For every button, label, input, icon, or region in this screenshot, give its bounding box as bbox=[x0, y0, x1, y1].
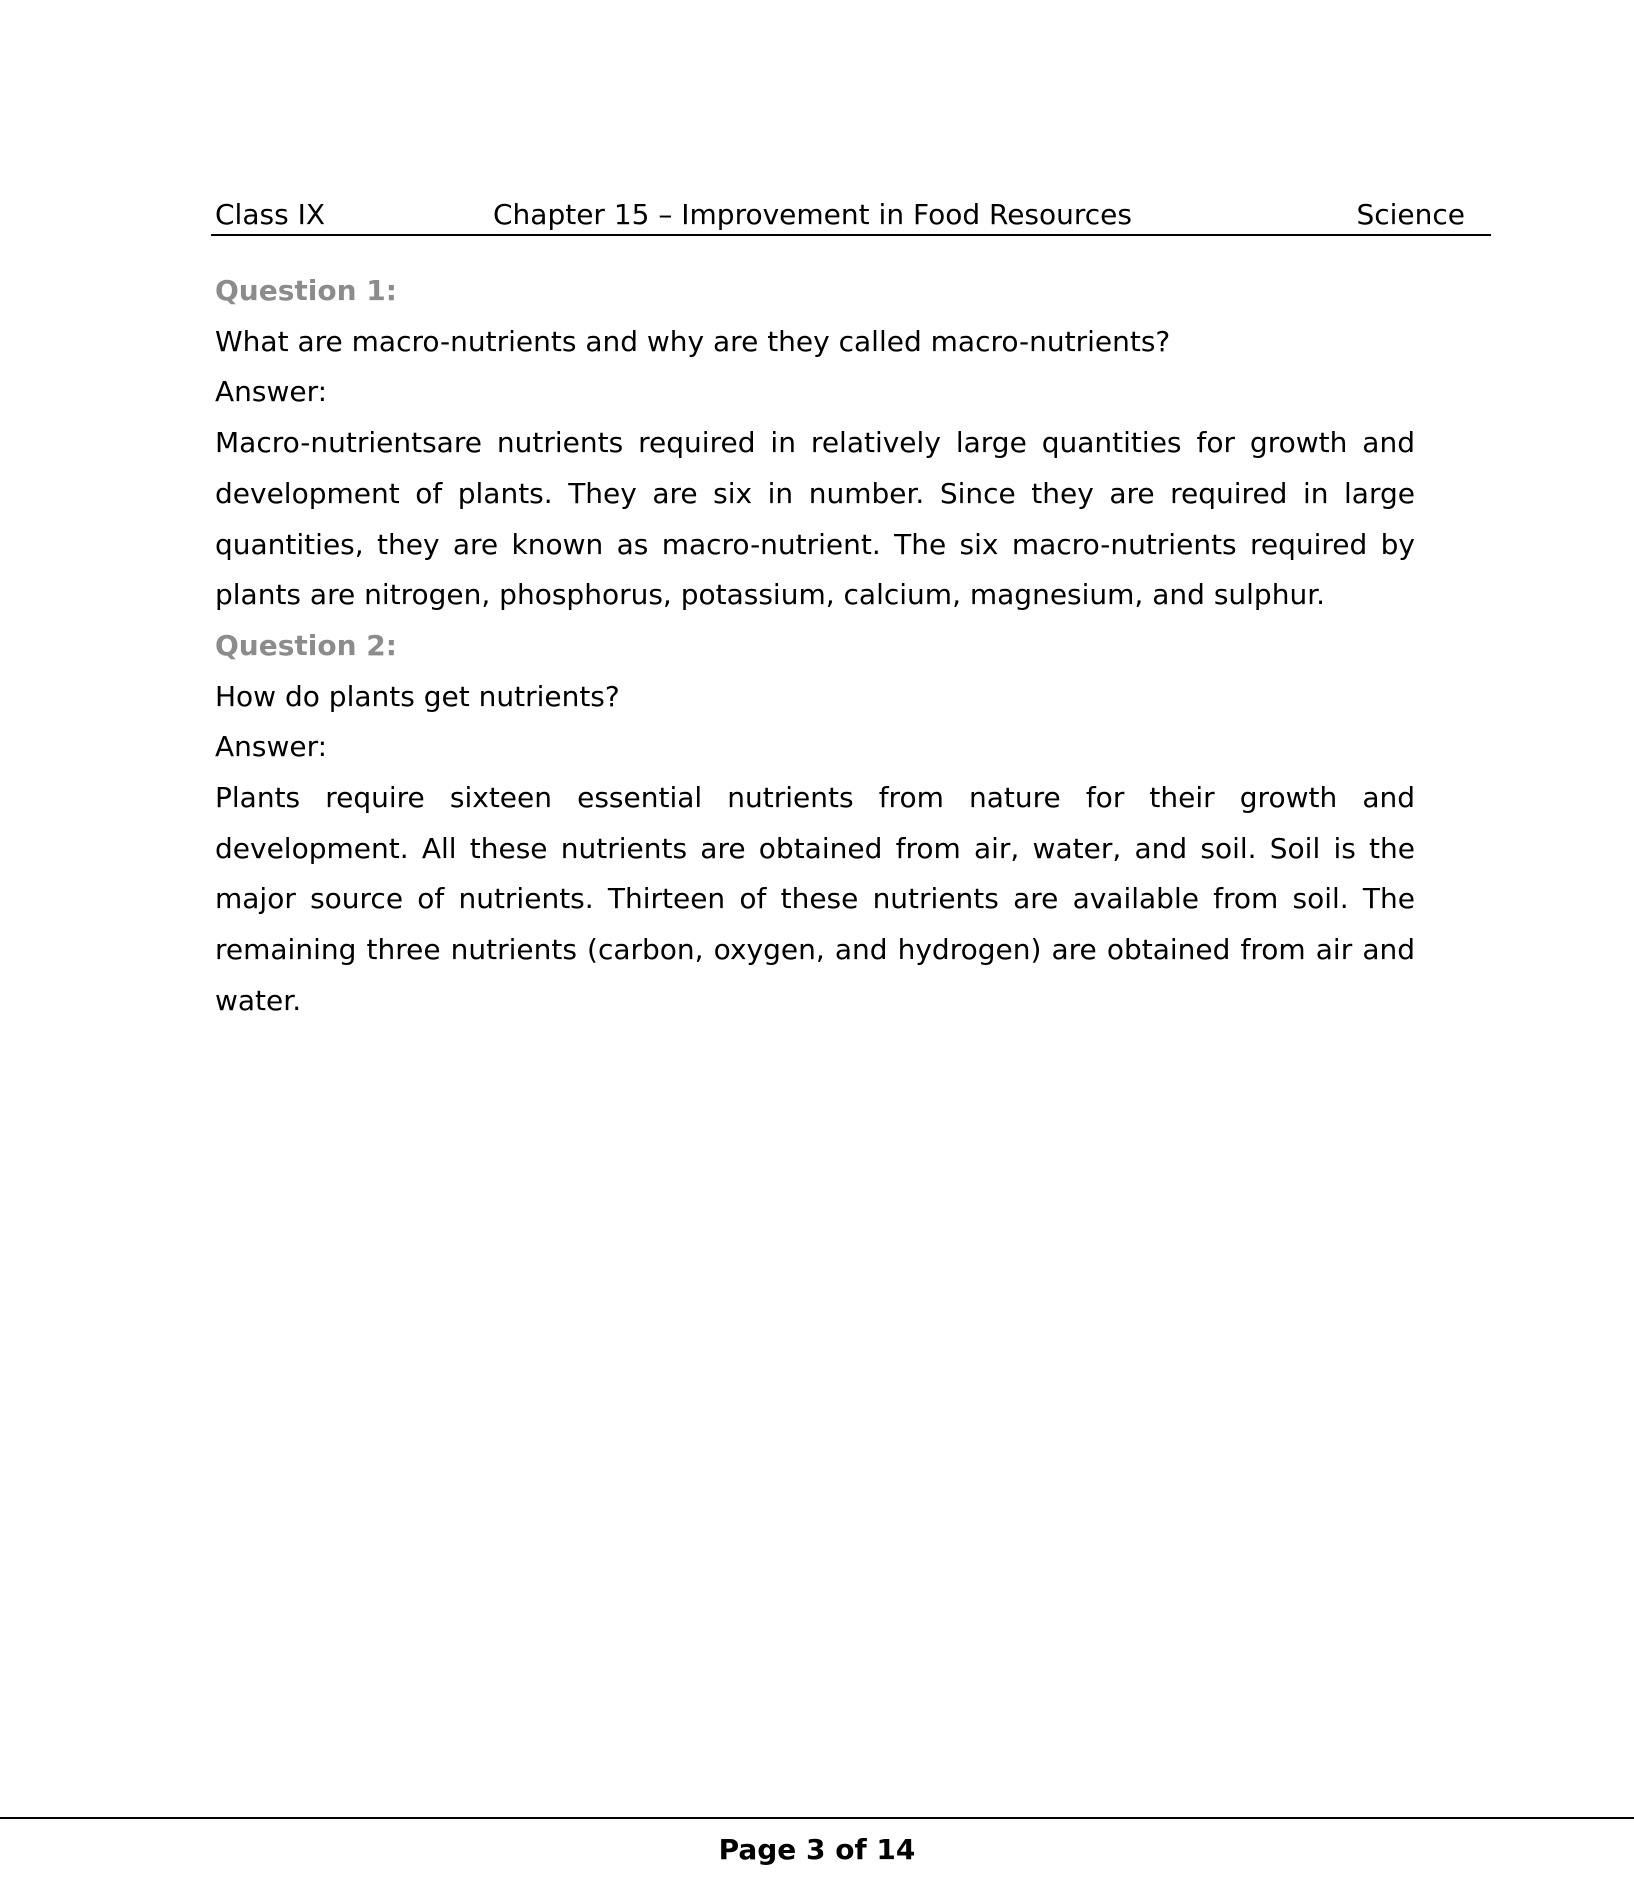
question-text: What are macro-nutrients and why are they called macro-nutrients? bbox=[215, 324, 1171, 358]
chapter-title: Chapter 15 – Improvement in Food Resources bbox=[493, 198, 1132, 231]
answer-text: Macro-nutrientsare nutrients required in relatively large quantities for growth and development of plants. They are six in number. Since they are required in large quantities, they are known as macro-nutrient. The six macro-nutrients required by plants are nitrogen, phosphorus, potassium, calcium, magnesium, and sulphur. bbox=[215, 426, 1415, 612]
subject-label: Science bbox=[1356, 198, 1465, 231]
question-block-1 bbox=[215, 266, 1415, 621]
class-label: Class IX bbox=[215, 198, 326, 231]
question-heading: Question 2: bbox=[215, 628, 397, 662]
page-number: Page 3 of 14 bbox=[718, 1833, 916, 1866]
answer-text: Plants require sixteen essential nutrients from nature for their growth and development. All these nutrients are obtained from air, water, and soil. Soil is the major source of nutrients. Thirteen of these nutrients are available from soil. The remaining three nutrients (carbon, oxygen, and hydrogen) are obtained from air and water. bbox=[215, 781, 1415, 1017]
answer-label: Answer: bbox=[215, 375, 328, 409]
question-block-2 bbox=[215, 621, 1415, 1027]
question-heading: Question 1: bbox=[215, 274, 397, 307]
answer-label: Answer: bbox=[215, 730, 328, 764]
page-content bbox=[215, 266, 1415, 1027]
footer-divider bbox=[0, 1817, 1634, 1819]
page-header bbox=[211, 196, 1491, 236]
question-text: How do plants get nutrients? bbox=[215, 679, 620, 713]
